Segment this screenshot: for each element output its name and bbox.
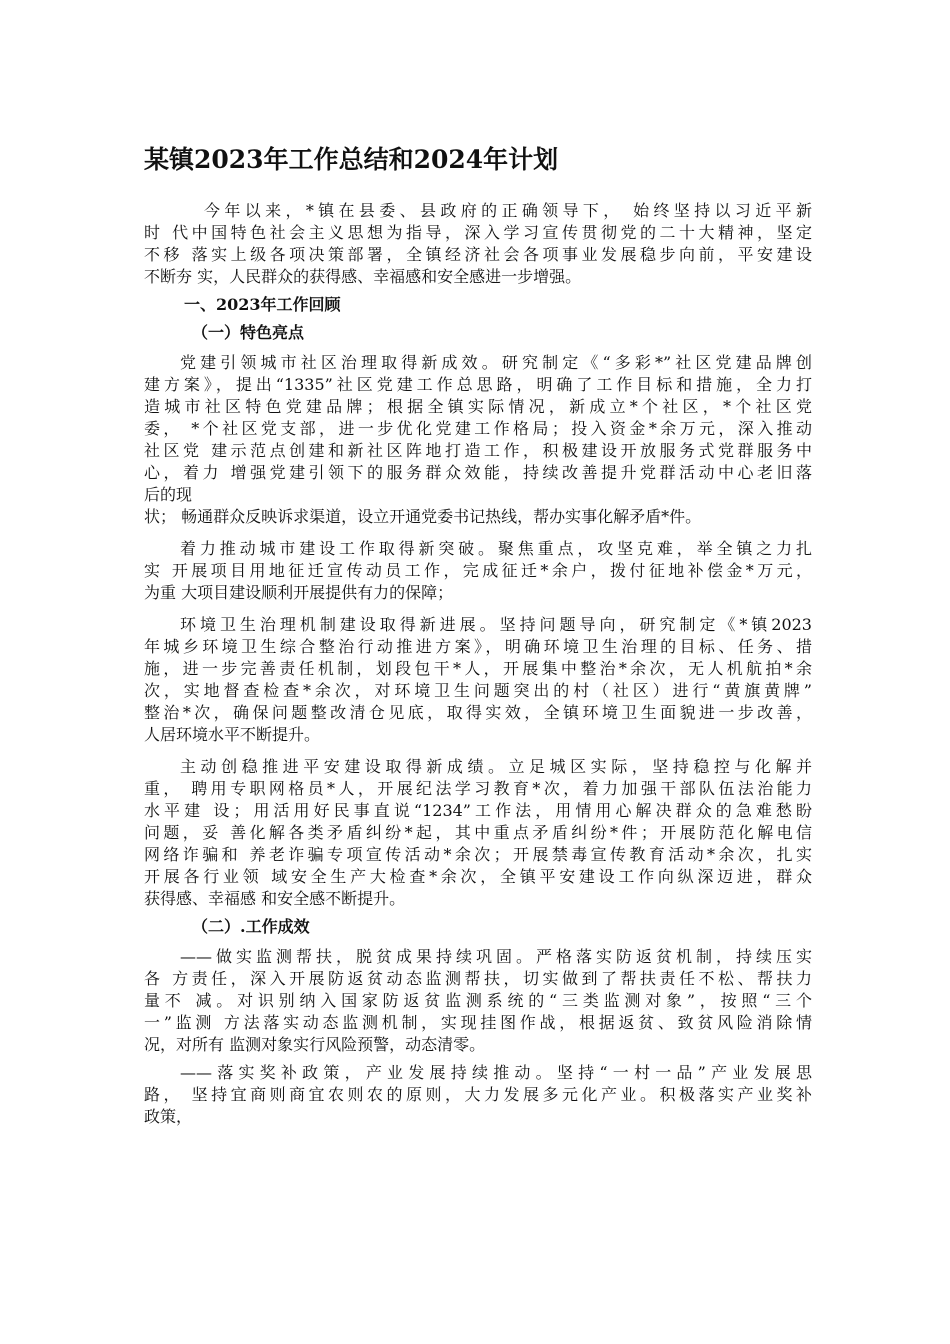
text-line: 获得感、幸福感 和安全感不断提升。 [144, 889, 406, 908]
text-line: 时 代中国特色社会主义思想为指导，深入学习宣传贯彻党的二十大精神，坚定 [144, 223, 812, 242]
text-line: 各 方责任，深入开展防返贫动态监测帮扶，切实做到了帮扶责任不松、帮扶力 [144, 969, 812, 988]
text-line: 环境卫生治理机制建设取得新进展。坚持问题导向，研究制定《*镇2023 [180, 615, 812, 634]
text-line: 为重 大项目建设顺利开展提供有力的保障； [144, 583, 454, 602]
text-line: ——做实监测帮扶，脱贫成果持续巩固。严格落实防返贫机制，持续压实 [180, 947, 812, 966]
text-line: 整治*次，确保问题整改清仓见底，取得实效，全镇环境卫生面貌进一步改善， [144, 703, 812, 722]
text-line: 政策， [144, 1107, 193, 1126]
text-line: 量不 减。对识别纳入国家防返贫监测系统的“三类监测对象”，按照“三个 [144, 991, 812, 1010]
subsection-heading: （一）特色亮点 [192, 323, 305, 342]
paragraph-city-construction [144, 538, 812, 604]
text-line: 心，着力 增强党建引领下的服务群众效能，持续改善提升党群活动中心老旧落 [144, 463, 812, 482]
text-line: 路， 坚持宜商则商宜农则农的原则，大力发展多元化产业。积极落实产业奖补 [144, 1085, 812, 1104]
text-line: 建方案》，提出“1335”社区党建工作总思路，明确了工作目标和措施，全力打 [144, 375, 812, 394]
text-line: 重， 聘用专职网格员*人，开展纪法学习教育*次，着力加强干部队伍法治能力 [144, 779, 812, 798]
text-line: 造城市社区特色党建品牌；根据全镇实际情况，新成立*个社区，*个社区党 [144, 397, 812, 416]
text-line: 着力推动城市建设工作取得新突破。聚焦重点，攻坚克难，举全镇之力扎 [180, 539, 812, 558]
text-line: ——落实奖补政策，产业发展持续推动。坚持“一村一品”产业发展思 [180, 1063, 812, 1082]
text-line: 一”监测 方法落实动态监测机制，实现挂图作战，根据返贫、致贫风险消除情 [144, 1013, 812, 1032]
text-line: 次，实地督查检查*余次，对环境卫生问题突出的村（社区）进行“黄旗黄牌” [144, 681, 812, 700]
paragraph-monitoring [144, 946, 812, 1056]
text-line: 委， *个社区党支部，进一步优化党建工作格局；投入资金*余万元，深入推动 [144, 419, 812, 438]
text-line: 主动创稳推进平安建设取得新成绩。立足城区实际，坚持稳控与化解并 [180, 757, 812, 776]
text-line: 状； 畅通群众反映诉求渠道，设立开通党委书记热线，帮办实事化解矛盾*件。 [144, 507, 702, 526]
text-line: 水平建 设；用活用好民事直说“1234”工作法，用情用心解决群众的急难愁盼 [144, 801, 812, 820]
text-line: 不断夯 实，人民群众的获得感、幸福感和安全感进一步增强。 [144, 267, 582, 286]
text-line: 社区党 建示范点创建和新社区阵地打造工作，积极建设开放服务式党群服务中 [144, 441, 812, 460]
text-line: 问题，妥 善化解各类矛盾纠纷*起，其中重点矛盾纠纷*件；开展防范化解电信 [144, 823, 812, 842]
intro-paragraph [144, 200, 812, 288]
text-line: 人居环境水平不断提升。 [144, 725, 321, 744]
text-line: 实 开展项目用地征迁宣传动员工作，完成征迁*余户，拨付征地补偿金*万元， [144, 561, 812, 580]
document-body [144, 140, 812, 1128]
text-line: 不移 落实上级各项决策部署，全镇经济社会各项事业发展稳步向前，平安建设 [144, 245, 812, 264]
paragraph-environment [144, 614, 812, 746]
paragraph-safety [144, 756, 812, 910]
page-title: 某镇2023年工作总结和2024年计划 [144, 145, 559, 174]
text-line: 年城乡环境卫生综合整治行动推进方案》，明确环境卫生治理的目标、任务、措 [144, 637, 812, 656]
text-line: 开展各行业领 域安全生产大检查*余次，全镇平安建设工作向纵深迈进，群众 [144, 867, 812, 886]
text-line: 施，进一步完善责任机制，划段包干*人，开展集中整治*余次，无人机航拍*余 [144, 659, 812, 678]
paragraph-industry [144, 1062, 812, 1128]
subsection-heading: （二）.工作成效 [192, 917, 310, 936]
text-line: 后的现 [144, 485, 193, 504]
text-line: 党建引领城市社区治理取得新成效。研究制定《“多彩*”社区党建品牌创 [180, 353, 812, 372]
text-line: 今年以来，*镇在县委、县政府的正确领导下， 始终坚持以习近平新 [204, 201, 812, 220]
text-line: 网络诈骗和 养老诈骗专项宣传活动*余次；开展禁毒宣传教育活动*余次，扎实 [144, 845, 812, 864]
paragraph-party-building [144, 352, 812, 528]
text-line: 况，对所有 监测对象实行风险预警，动态清零。 [144, 1035, 486, 1054]
section-heading: 一、2023年工作回顾 [184, 295, 341, 314]
